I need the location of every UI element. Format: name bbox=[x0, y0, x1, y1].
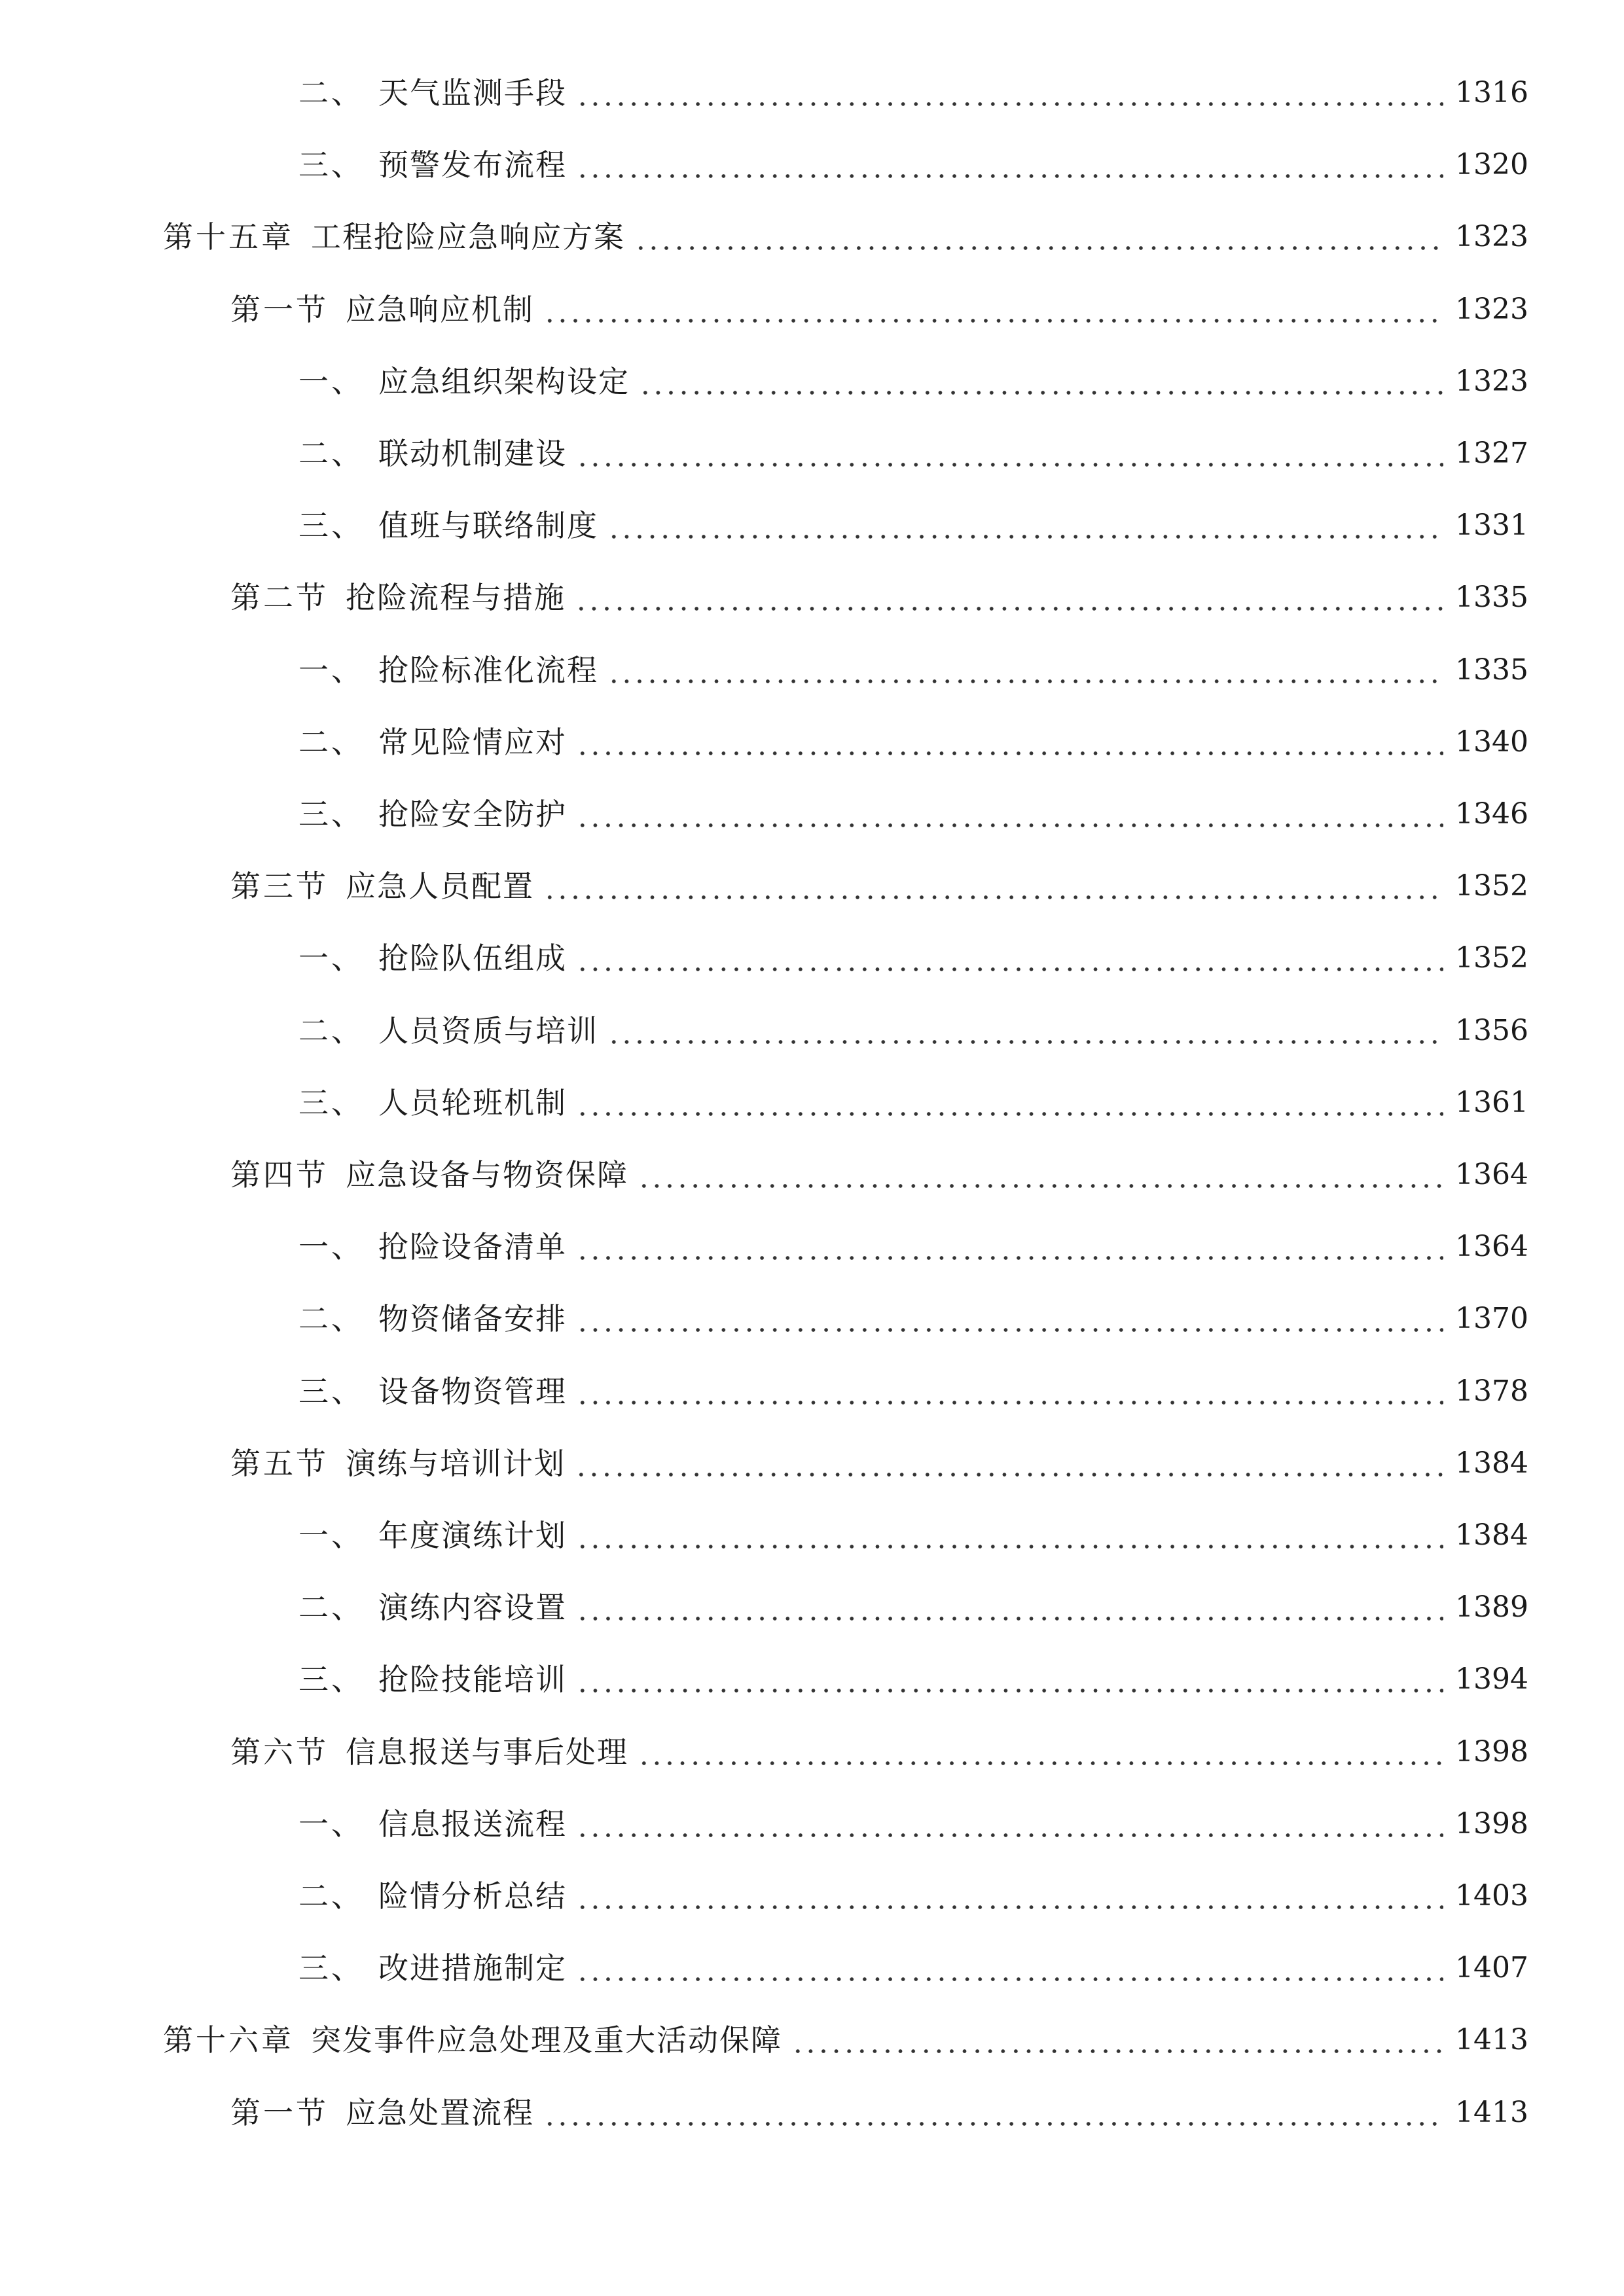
toc-dot-leader bbox=[575, 1473, 1443, 1477]
toc-entry-number: 第五节 bbox=[230, 1445, 329, 1481]
toc-entry-title: 信息报送与事后处理 bbox=[346, 1734, 628, 1770]
toc-entry-number: 第十六章 bbox=[163, 2022, 294, 2058]
toc-entry-title: 演练与培训计划 bbox=[346, 1445, 566, 1481]
toc-entry-number: 第十五章 bbox=[163, 219, 294, 255]
toc-entry-number: 三、 bbox=[298, 797, 364, 832]
toc-dot-leader bbox=[576, 1328, 1443, 1332]
toc-entry-number: 二、 bbox=[298, 75, 364, 111]
toc-entry-page-number: 1361 bbox=[1455, 1085, 1528, 1119]
toc-entry-item[interactable] bbox=[298, 1509, 1528, 1562]
toc-entry-title: 设备物资管理 bbox=[378, 1373, 567, 1409]
toc-entry-page-number: 1384 bbox=[1455, 1446, 1528, 1480]
toc-entry-page-number: 1407 bbox=[1455, 1951, 1528, 1985]
toc-entry-item[interactable] bbox=[298, 427, 1528, 480]
toc-entry-page-number: 1370 bbox=[1455, 1302, 1528, 1336]
toc-dot-leader bbox=[575, 607, 1443, 611]
toc-entry-page-number: 1335 bbox=[1455, 581, 1528, 615]
toc-entry-section[interactable] bbox=[230, 2087, 1528, 2139]
toc-entry-item[interactable] bbox=[298, 1870, 1528, 1922]
toc-entry-number: 三、 bbox=[298, 1085, 364, 1121]
toc-entry-title: 应急组织架构设定 bbox=[378, 363, 630, 399]
toc-entry-number: 第二节 bbox=[230, 580, 329, 616]
toc-entry-item[interactable] bbox=[298, 1077, 1528, 1129]
toc-entry-number: 二、 bbox=[298, 1013, 364, 1049]
toc-dot-leader bbox=[576, 1401, 1443, 1405]
toc-entry-title: 人员资质与培训 bbox=[378, 1013, 598, 1049]
toc-entry-item[interactable] bbox=[298, 139, 1528, 191]
toc-entry-number: 二、 bbox=[298, 1878, 364, 1914]
toc-entry-page-number: 1323 bbox=[1455, 364, 1528, 398]
toc-dot-leader bbox=[576, 1617, 1443, 1621]
toc-entry-title: 工程抢险应急响应方案 bbox=[311, 219, 625, 255]
toc-entry-title: 应急处置流程 bbox=[346, 2094, 534, 2130]
toc-entry-number: 一、 bbox=[298, 941, 364, 977]
toc-entry-item[interactable] bbox=[298, 1221, 1528, 1273]
toc-entry-number: 第一节 bbox=[230, 2094, 329, 2130]
toc-entry-title: 信息报送流程 bbox=[378, 1806, 567, 1842]
toc-entry-item[interactable] bbox=[298, 67, 1528, 119]
toc-dot-leader bbox=[576, 1977, 1443, 1981]
toc-entry-page-number: 1331 bbox=[1455, 509, 1528, 543]
toc-entry-title: 抢险设备清单 bbox=[378, 1229, 567, 1265]
toc-dot-leader bbox=[576, 1256, 1443, 1260]
toc-entry-number: 二、 bbox=[298, 724, 364, 760]
toc-entry-number: 一、 bbox=[298, 1518, 364, 1553]
toc-entry-page-number: 1389 bbox=[1455, 1590, 1528, 1624]
toc-entry-item[interactable] bbox=[298, 499, 1528, 552]
toc-entry-title: 抢险流程与措施 bbox=[346, 580, 566, 616]
toc-entry-page-number: 1398 bbox=[1455, 1734, 1528, 1768]
toc-dot-leader bbox=[576, 1833, 1443, 1837]
toc-entry-item[interactable] bbox=[298, 1365, 1528, 1418]
toc-dot-leader bbox=[576, 1545, 1443, 1549]
toc-entry-item[interactable] bbox=[298, 716, 1528, 768]
toc-entry-title: 天气监测手段 bbox=[378, 75, 567, 111]
toc-dot-leader bbox=[791, 2049, 1443, 2053]
toc-entry-number: 一、 bbox=[298, 1229, 364, 1265]
toc-entry-title: 抢险安全防护 bbox=[378, 797, 567, 832]
toc-entry-title: 年度演练计划 bbox=[378, 1518, 567, 1553]
toc-entry-title: 改进措施制定 bbox=[378, 1950, 567, 1986]
toc-entry-page-number: 1320 bbox=[1455, 148, 1528, 182]
toc-dot-leader bbox=[576, 1689, 1443, 1693]
toc-entry-number: 一、 bbox=[298, 1806, 364, 1842]
toc-dot-leader bbox=[576, 102, 1443, 106]
toc-entry-item[interactable] bbox=[298, 932, 1528, 984]
toc-entry-title: 人员轮班机制 bbox=[378, 1085, 567, 1121]
toc-entry-page-number: 1413 bbox=[1455, 2023, 1528, 2057]
toc-entry-page-number: 1403 bbox=[1455, 1879, 1528, 1912]
toc-entry-item[interactable] bbox=[298, 1798, 1528, 1850]
toc-entry-number: 三、 bbox=[298, 1950, 364, 1986]
toc-entry-title: 抢险标准化流程 bbox=[378, 652, 598, 688]
toc-dot-leader bbox=[576, 174, 1443, 178]
toc-dot-leader bbox=[576, 823, 1443, 827]
toc-entry-page-number: 1364 bbox=[1455, 1230, 1528, 1264]
toc-entry-title: 物资储备安排 bbox=[378, 1301, 567, 1337]
toc-dot-leader bbox=[543, 895, 1443, 899]
toc-dot-leader bbox=[576, 463, 1443, 467]
toc-dot-leader bbox=[576, 967, 1443, 971]
toc-entry-title: 险情分析总结 bbox=[378, 1878, 567, 1914]
toc-entry-number: 第六节 bbox=[230, 1734, 329, 1770]
toc-entry-section[interactable] bbox=[230, 1437, 1528, 1490]
toc-entry-page-number: 1316 bbox=[1455, 76, 1528, 109]
toc-entry-number: 二、 bbox=[298, 1301, 364, 1337]
toc-entry-page-number: 1356 bbox=[1455, 1013, 1528, 1047]
toc-entry-number: 三、 bbox=[298, 508, 364, 544]
toc-dot-leader bbox=[634, 246, 1443, 250]
toc-entry-page-number: 1364 bbox=[1455, 1158, 1528, 1191]
toc-entry-page-number: 1340 bbox=[1455, 725, 1528, 759]
toc-dot-leader bbox=[576, 751, 1443, 755]
toc-entry-title: 常见险情应对 bbox=[378, 724, 567, 760]
toc-entry-page-number: 1384 bbox=[1455, 1518, 1528, 1552]
toc-entry-page-number: 1352 bbox=[1455, 941, 1528, 975]
toc-entry-number: 一、 bbox=[298, 652, 364, 688]
toc-entry-item[interactable] bbox=[298, 1653, 1528, 1706]
toc-entry-page-number: 1323 bbox=[1455, 220, 1528, 254]
toc-entry-page-number: 1327 bbox=[1455, 437, 1528, 470]
toc-entry-number: 第三节 bbox=[230, 869, 329, 905]
toc-entry-number: 第一节 bbox=[230, 291, 329, 327]
toc-entry-title: 预警发布流程 bbox=[378, 147, 567, 183]
toc-entry-item[interactable] bbox=[298, 1293, 1528, 1345]
toc-entry-page-number: 1352 bbox=[1455, 869, 1528, 903]
toc-dot-leader bbox=[543, 2122, 1443, 2126]
toc-entry-page-number: 1394 bbox=[1455, 1662, 1528, 1696]
toc-entry-section[interactable] bbox=[230, 571, 1528, 624]
toc-entry-item[interactable] bbox=[298, 1005, 1528, 1057]
toc-entry-section[interactable] bbox=[230, 283, 1528, 336]
toc-entry-item[interactable] bbox=[298, 644, 1528, 696]
toc-entry-page-number: 1378 bbox=[1455, 1374, 1528, 1408]
toc-entry-section[interactable] bbox=[230, 860, 1528, 912]
toc-entry-title: 突发事件应急处理及重大活动保障 bbox=[311, 2022, 782, 2058]
toc-dot-leader bbox=[543, 319, 1443, 323]
toc-entry-page-number: 1335 bbox=[1455, 653, 1528, 687]
toc-dot-leader bbox=[638, 1184, 1443, 1188]
toc-entry-number: 第四节 bbox=[230, 1157, 329, 1193]
toc-entry-chapter[interactable] bbox=[163, 2014, 1528, 2066]
toc-entry-section[interactable] bbox=[230, 1726, 1528, 1778]
toc-entry-title: 抢险队伍组成 bbox=[378, 941, 567, 977]
toc-entry-title: 抢险技能培训 bbox=[378, 1662, 567, 1698]
toc-entry-item[interactable] bbox=[298, 355, 1528, 408]
toc-entry-item[interactable] bbox=[298, 1942, 1528, 1994]
toc-entry-title: 演练内容设置 bbox=[378, 1590, 567, 1626]
toc-dot-leader bbox=[639, 391, 1443, 395]
toc-dot-leader bbox=[607, 535, 1443, 539]
toc-entry-item[interactable] bbox=[298, 788, 1528, 840]
toc-entry-number: 三、 bbox=[298, 147, 364, 183]
toc-entry-item[interactable] bbox=[298, 1581, 1528, 1634]
toc-entry-title: 联动机制建设 bbox=[378, 436, 567, 471]
toc-dot-leader bbox=[607, 679, 1443, 683]
toc-entry-page-number: 1323 bbox=[1455, 292, 1528, 326]
toc-entry-number: 一、 bbox=[298, 363, 364, 399]
toc-entry-number: 三、 bbox=[298, 1373, 364, 1409]
toc-entry-section[interactable] bbox=[230, 1149, 1528, 1201]
toc-dot-leader bbox=[638, 1761, 1443, 1765]
toc-entry-page-number: 1413 bbox=[1455, 2095, 1528, 2129]
toc-dot-leader bbox=[576, 1905, 1443, 1909]
toc-entry-title: 应急人员配置 bbox=[346, 869, 534, 905]
toc-entry-page-number: 1346 bbox=[1455, 797, 1528, 831]
toc-entry-title: 应急设备与物资保障 bbox=[346, 1157, 628, 1193]
toc-entry-chapter[interactable] bbox=[163, 211, 1528, 263]
toc-dot-leader bbox=[576, 1112, 1443, 1116]
toc-entry-title: 应急响应机制 bbox=[346, 291, 534, 327]
toc-entry-number: 三、 bbox=[298, 1662, 364, 1698]
toc-dot-leader bbox=[607, 1040, 1443, 1044]
toc-entry-number: 二、 bbox=[298, 436, 364, 471]
toc-entry-page-number: 1398 bbox=[1455, 1806, 1528, 1840]
toc-entry-title: 值班与联络制度 bbox=[378, 508, 598, 544]
toc-entry-number: 二、 bbox=[298, 1590, 364, 1626]
